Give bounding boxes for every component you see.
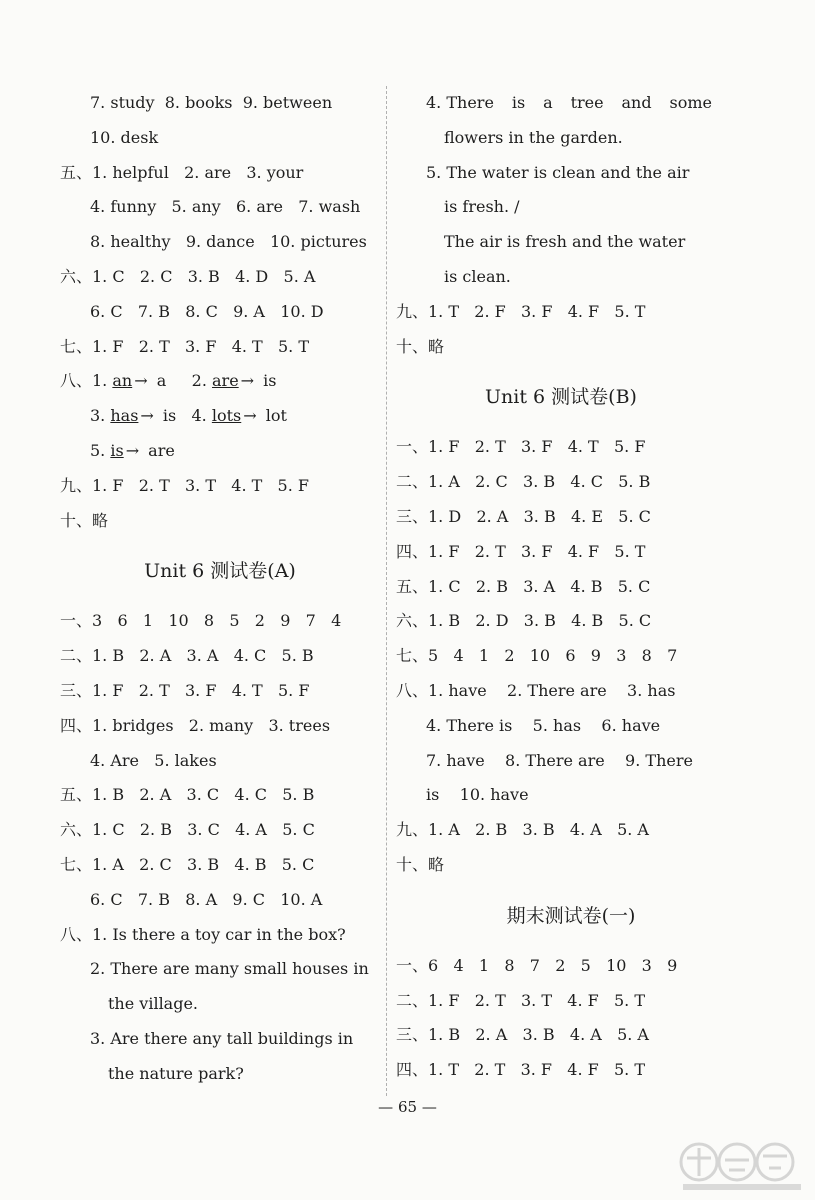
- left-answer-line: [60, 260, 380, 295]
- answer-text: Unit 6 测试卷(A): [144, 560, 296, 583]
- answer-text: 4. There: [426, 93, 494, 112]
- right-answer-line: [396, 121, 726, 156]
- right-section-title: [396, 890, 726, 942]
- answer-text: 六、1. B 2. D 3. B 4. B 5. C: [396, 611, 652, 631]
- answer-text: 三、1. B 2. A 3. B 4. A 5. A: [396, 1025, 649, 1045]
- answer-text: 五、1. C 2. B 3. A 4. B 5. C: [396, 576, 651, 596]
- left-section-title: [60, 545, 380, 597]
- right-answer-line: [396, 604, 726, 639]
- left-column: [60, 86, 380, 1092]
- left-answer-line: [60, 639, 380, 674]
- left-answer-line: [60, 86, 380, 121]
- left-answer-line: [60, 156, 380, 191]
- answer-text: 四、1. bridges 2. many 3. trees: [60, 715, 331, 735]
- page-number: 65: [397, 1098, 418, 1116]
- left-answer-line: [60, 504, 380, 539]
- right-column: [396, 86, 726, 1088]
- answer-text: 6. C 7. B 8. A 9. C 10. A: [90, 889, 323, 909]
- right-answer-line: [396, 744, 726, 779]
- answer-text: 八、1.: [60, 371, 113, 391]
- answer-text: 十、略: [396, 336, 445, 356]
- left-answer-line: [60, 848, 380, 883]
- answer-text: 三、1. D 2. A 3. B 4. E 5. C: [396, 506, 651, 526]
- arrow-right-icon: →: [240, 371, 255, 391]
- answer-text: 二、1. F 2. T 3. T 4. F 5. T: [396, 990, 646, 1010]
- answer-text: flowers in the garden.: [444, 127, 623, 147]
- right-answer-line: [396, 984, 726, 1019]
- left-answer-line: [60, 883, 380, 918]
- right-answer-line: [396, 1053, 726, 1088]
- answer-text: 五、1. B 2. A 3. C 4. C 5. B: [60, 785, 315, 805]
- right-answer-line: [396, 86, 726, 121]
- left-answer-line: [60, 469, 380, 504]
- answer-text: a: [543, 93, 553, 112]
- answer-text: 六、1. C 2. C 3. B 4. D 5. A: [60, 266, 316, 286]
- right-answer-line: [396, 500, 726, 535]
- folio-dash-left: —: [378, 1098, 394, 1116]
- answer-text: 5.: [90, 440, 111, 460]
- answer-text: 二、1. A 2. C 3. B 4. C 5. B: [396, 472, 651, 492]
- answer-text: 3. Are there any tall buildings in: [90, 1028, 354, 1048]
- watermark-logo-icon: [677, 1138, 807, 1194]
- answer-text: 3.: [90, 406, 111, 426]
- left-answer-line: [60, 225, 380, 260]
- right-answer-line: [396, 813, 726, 848]
- answer-text: 10. desk: [90, 127, 159, 147]
- answer-text: are: [143, 440, 175, 460]
- right-answer-line: [396, 778, 726, 813]
- answer-text: The air is fresh and the water: [444, 232, 686, 252]
- answer-text: 4. There is 5. has 6. have: [426, 715, 661, 735]
- left-answer-line: [60, 399, 380, 434]
- left-answer-line: [60, 121, 380, 156]
- answer-text: 5. The water is clean and the air: [426, 162, 690, 182]
- underlined-word: has: [110, 406, 139, 426]
- left-answer-line: [60, 709, 380, 744]
- answer-text: Unit 6 测试卷(B): [485, 386, 637, 409]
- answer-text: 十、略: [60, 510, 109, 530]
- answer-text: 一、3 6 1 10 8 5 2 9 7 4: [60, 611, 342, 631]
- left-answer-line: [60, 987, 380, 1022]
- right-answer-line: [396, 709, 726, 744]
- answer-text: 4. funny 5. any 6. are 7. wash: [90, 197, 361, 217]
- right-answer-line: [396, 848, 726, 883]
- underlined-word: lots: [211, 406, 242, 426]
- answer-text: is 4.: [157, 406, 212, 426]
- right-answer-line: [396, 430, 726, 465]
- answer-text: 九、1. A 2. B 3. B 4. A 5. A: [396, 820, 649, 840]
- left-answer-line: [60, 190, 380, 225]
- right-answer-line: [396, 190, 726, 225]
- answer-text: 四、1. F 2. T 3. F 4. F 5. T: [396, 541, 646, 561]
- answer-text: 一、6 4 1 8 7 2 5 10 3 9: [396, 955, 678, 975]
- right-answer-line: [396, 295, 726, 330]
- right-answer-line: [396, 260, 726, 295]
- answer-text: 十、略: [396, 854, 445, 874]
- underlined-word: an: [112, 371, 133, 391]
- right-answer-line: [396, 639, 726, 674]
- answer-text: is: [258, 371, 277, 391]
- answer-text: 一、1. F 2. T 3. F 4. T 5. F: [396, 437, 646, 457]
- answer-text: 八、1. Is there a toy car in the box?: [60, 924, 346, 944]
- answer-text: 7. study: [90, 93, 155, 112]
- answer-text: 七、5 4 1 2 10 6 9 3 8 7: [396, 646, 678, 666]
- left-answer-line: [60, 1057, 380, 1092]
- left-answer-line: [60, 330, 380, 365]
- answer-text: 2. There are many small houses in: [90, 959, 369, 979]
- arrow-right-icon: →: [125, 440, 140, 460]
- left-answer-line: [60, 813, 380, 848]
- folio-dash-right: —: [421, 1098, 437, 1116]
- left-answer-line: [60, 778, 380, 813]
- answer-text: is clean.: [444, 266, 511, 286]
- answer-text: 8. healthy 9. dance 10. pictures: [90, 232, 367, 252]
- answer-text: is: [511, 93, 526, 112]
- answer-text: tree: [570, 93, 604, 112]
- answer-text: is 10. have: [426, 785, 529, 805]
- answer-text: 期末测试卷(一): [506, 904, 636, 927]
- right-answer-line: [396, 465, 726, 500]
- left-answer-line: [60, 434, 380, 469]
- arrow-right-icon: →: [134, 371, 148, 391]
- answer-text: 6. C 7. B 8. C 9. A 10. D: [90, 301, 324, 321]
- answer-text: 三、1. F 2. T 3. F 4. T 5. F: [60, 680, 310, 700]
- answer-text: 四、1. T 2. T 3. F 4. F 5. T: [396, 1060, 646, 1080]
- answer-text: 六、1. C 2. B 3. C 4. A 5. C: [60, 820, 315, 840]
- page-footer: [0, 1098, 815, 1116]
- right-answer-line: [396, 225, 726, 260]
- left-answer-line: [60, 1022, 380, 1057]
- arrow-right-icon: →: [140, 406, 154, 426]
- answer-text: 8. books: [154, 93, 233, 112]
- right-answer-line: [396, 535, 726, 570]
- answer-text: a 2.: [151, 371, 213, 391]
- right-answer-line: [396, 949, 726, 984]
- right-answer-line: [396, 570, 726, 605]
- answer-text: 9. between: [232, 93, 333, 112]
- right-section-title: [396, 371, 726, 423]
- answer-text: the nature park?: [108, 1063, 244, 1083]
- left-answer-line: [60, 295, 380, 330]
- answer-text: 七、1. F 2. T 3. F 4. T 5. T: [60, 336, 310, 356]
- arrow-right-icon: →: [243, 406, 257, 426]
- answer-text: 二、1. B 2. A 3. A 4. C 5. B: [60, 646, 314, 666]
- left-answer-line: [60, 952, 380, 987]
- column-divider: [386, 86, 387, 1096]
- answer-text: 7. have 8. There are 9. There: [426, 750, 693, 770]
- answer-text: lot: [260, 406, 287, 426]
- right-answer-line: [396, 330, 726, 365]
- left-answer-line: [60, 604, 380, 639]
- answer-text: the village.: [108, 994, 199, 1014]
- right-answer-line: [396, 156, 726, 191]
- right-answer-line: [396, 674, 726, 709]
- answer-text: is fresh. /: [444, 197, 520, 217]
- underlined-word: are: [212, 371, 239, 391]
- answer-text: 九、1. T 2. F 3. F 4. F 5. T: [396, 301, 646, 321]
- answer-text: and: [621, 93, 652, 112]
- answer-text: some: [669, 93, 712, 112]
- left-answer-line: [60, 744, 380, 779]
- answer-text: 七、1. A 2. C 3. B 4. B 5. C: [60, 854, 315, 874]
- answer-text: 五、1. helpful 2. are 3. your: [60, 162, 304, 182]
- underlined-word: is: [110, 440, 124, 460]
- answer-text: 九、1. F 2. T 3. T 4. T 5. F: [60, 475, 310, 495]
- left-answer-line: [60, 918, 380, 953]
- left-answer-line: [60, 364, 380, 399]
- left-answer-line: [60, 674, 380, 709]
- answer-text: 八、1. have 2. There are 3. has: [396, 680, 676, 700]
- answer-text: 4. Are 5. lakes: [90, 750, 217, 770]
- right-answer-line: [396, 1018, 726, 1053]
